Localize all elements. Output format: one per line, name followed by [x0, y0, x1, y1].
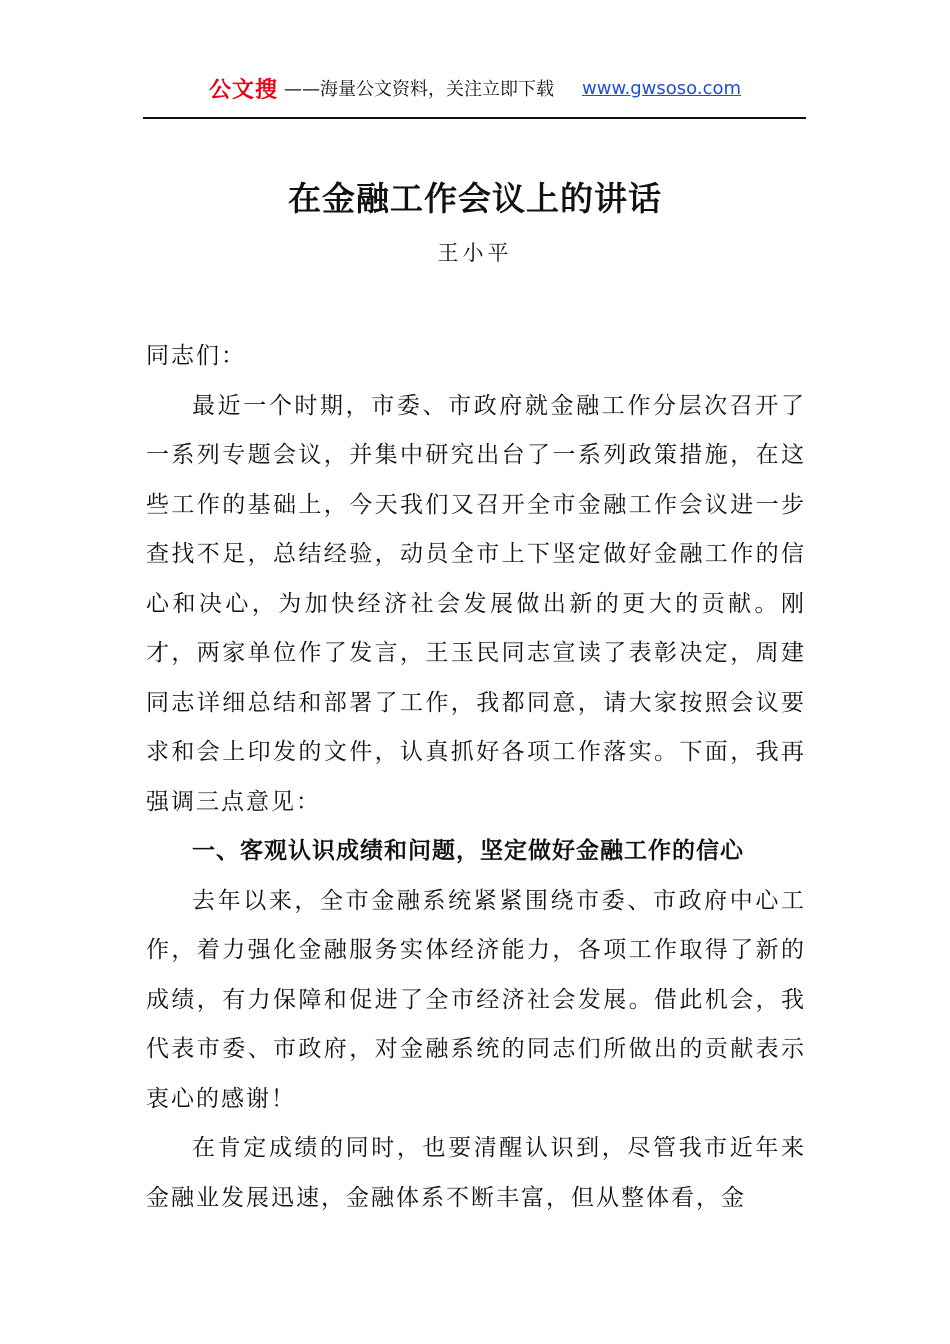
paragraph-achievements: 去年以来，全市金融系统紧紧围绕市委、市政府中心工作，着力强化金融服务实体经济能力，各项工作取得了新的成绩，有力保障和促进了全市经济社会发展。借此机会，我代表市委、市政府，对金融系统的同志们所做出的贡献表示衷心的感谢！ — [146, 887, 806, 1112]
header-divider — [143, 117, 806, 119]
section-heading-1: 一、客观认识成绩和问题，坚定做好金融工作的信心 — [192, 838, 744, 864]
document-body — [146, 332, 806, 1223]
salutation: 同志们： — [146, 343, 246, 369]
document-author: 王小平 — [437, 241, 513, 265]
paragraph-intro: 最近一个时期，市委、市政府就金融工作分层次召开了一系列专题会议，并集中研究出台了一系列政策措施，在这些工作的基础上，今天我们又召开全市金融工作会议进一步查找不足，总结经验，动员全市上下坚定做好金融工作的信心和决心，为加快经济社会发展做出新的更大的贡献。刚才，两家单位作了发言，王玉民同志宣读了表彰决定，周建同志详细总结和部署了工作，我都同意，请大家按照会议要求和会上印发的文件，认真抓好各项工作落实。下面，我再强调三点意见： — [146, 392, 806, 815]
document-title: 在金融工作会议上的讲话 — [288, 179, 662, 218]
paragraph-problems: 在肯定成绩的同时，也要清醒认识到，尽管我市近年来金融业发展迅速，金融体系不断丰富，但从整体看，金 — [146, 1135, 806, 1211]
header-tagline: ——海量公文资料，关注立即下载 — [284, 79, 554, 100]
brand-logo-text[interactable]: 公文搜 — [208, 77, 278, 103]
website-link[interactable]: www.gwsoso.com — [582, 77, 742, 99]
page-header — [0, 72, 950, 104]
